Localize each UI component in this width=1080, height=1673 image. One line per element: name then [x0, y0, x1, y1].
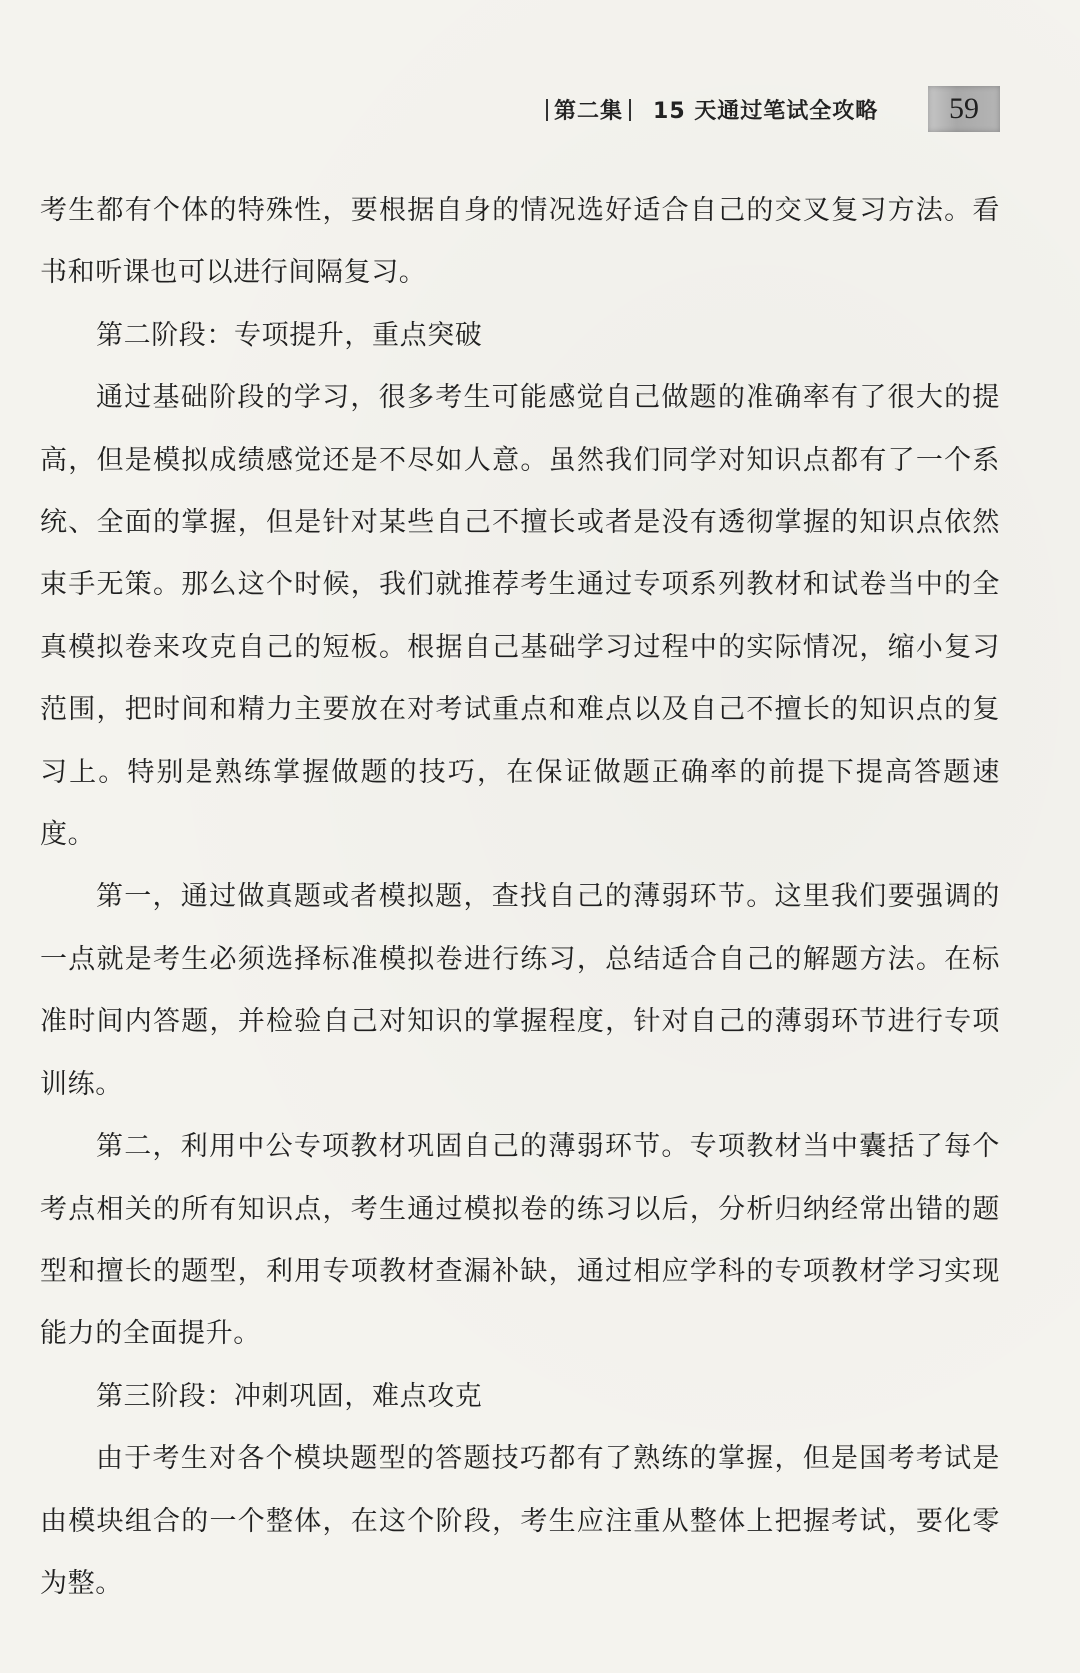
section-heading: 第三阶段：冲刺巩固，难点攻克	[96, 1380, 483, 1412]
paragraph: 第二，利用中公专项教材巩固自己的薄弱环节。专项教材当中囊括了每个考点相关的所有知识点，考生通过模拟卷的练习以后，分析归纳经常出错的题型和擅长的题型，利用专项教材查漏补缺，通过相应学科的专项教材学习实现能力的全面提升。	[40, 1131, 1000, 1350]
divider-bar	[629, 99, 631, 121]
section-heading: 第二阶段：专项提升，重点突破	[96, 319, 483, 351]
body-text	[40, 180, 1000, 1615]
page-header	[540, 88, 1000, 136]
book-title: 15 天通过笔试全攻略	[653, 99, 879, 124]
page-number-box	[928, 86, 1000, 132]
paragraph: 第一，通过做真题或者模拟题，查找自己的薄弱环节。这里我们要强调的一点就是考生必须选择标准模拟卷进行练习，总结适合自己的解题方法。在标准时间内答题，并检验自己对知识的掌握程度，针对自己的薄弱环节进行专项训练。	[40, 881, 1000, 1100]
running-head	[540, 94, 878, 125]
page-number: 59	[949, 92, 979, 125]
section-label: 第二集	[554, 99, 624, 124]
paragraph: 考生都有个体的特殊性，要根据自身的情况选好适合自己的交叉复习方法。看书和听课也可以进行间隔复习。	[40, 195, 1000, 289]
paragraph: 通过基础阶段的学习，很多考生可能感觉自己做题的准确率有了很大的提高，但是模拟成绩感觉还是不尽如人意。虽然我们同学对知识点都有了一个系统、全面的掌握，但是针对某些自己不擅长或者是没有透彻掌握的知识点依然束手无策。那么这个时候，我们就推荐考生通过专项系列教材和试卷当中的全真模拟卷来攻克自己的短板。根据自己基础学习过程中的实际情况，缩小复习范围，把时间和精力主要放在对考试重点和难点以及自己不擅长的知识点的复习上。特别是熟练掌握做题的技巧，在保证做题正确率的前提下提高答题速度。	[40, 382, 1000, 851]
paragraph: 由于考生对各个模块题型的答题技巧都有了熟练的掌握，但是国考考试是由模块组合的一个整体，在这个阶段，考生应注重从整体上把握考试，要化零为整。	[40, 1443, 1000, 1599]
divider-bar	[546, 99, 548, 121]
